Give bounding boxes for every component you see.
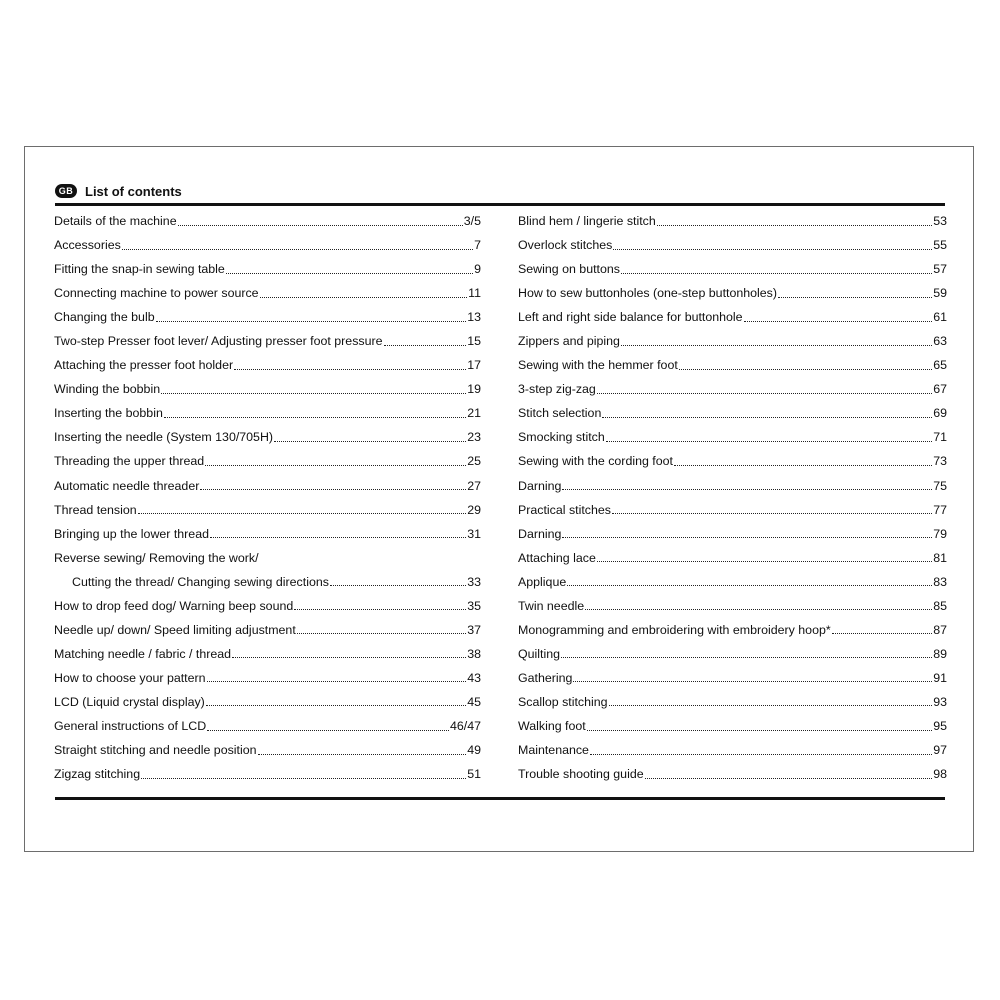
toc-entry-page-number: 93: [933, 694, 947, 709]
toc-entry-label: Darning: [518, 478, 562, 493]
toc-dot-leader: [778, 297, 932, 298]
language-badge-icon: GB: [55, 184, 77, 198]
toc-entry-label: Fitting the snap-in sewing table: [54, 262, 225, 277]
toc-entry[interactable]: [518, 690, 947, 714]
toc-entry[interactable]: [518, 738, 947, 762]
toc-dot-leader: [260, 297, 468, 298]
toc-entry[interactable]: [518, 666, 947, 690]
toc-dot-leader: [585, 609, 932, 610]
toc-dot-leader: [657, 225, 932, 226]
toc-dot-leader: [210, 537, 466, 538]
toc-entry-page-number: 75: [933, 478, 947, 493]
toc-entry-label: Thread tension: [54, 502, 137, 517]
toc-entry-page-number: 73: [933, 454, 947, 469]
toc-entry-page-number: 13: [467, 310, 481, 325]
toc-dot-leader: [138, 513, 467, 514]
toc-entry[interactable]: [54, 353, 481, 377]
toc-entry-label: Attaching lace: [518, 550, 596, 565]
toc-entry-label: Two-step Presser foot lever/ Adjusting presser foot pressure: [54, 334, 383, 349]
toc-entry[interactable]: [54, 425, 481, 449]
toc-entry-page-number: 43: [467, 670, 481, 685]
toc-entry-page-number: 49: [467, 743, 481, 758]
toc-dot-leader: [232, 657, 466, 658]
toc-entry-page-number: 61: [933, 310, 947, 325]
manual-page: [24, 146, 974, 852]
toc-entry[interactable]: [54, 233, 481, 257]
toc-entry-page-number: 85: [933, 598, 947, 613]
toc-entry[interactable]: [518, 522, 947, 546]
toc-entry-page-number: 33: [467, 574, 481, 589]
toc-dot-leader: [613, 249, 932, 250]
toc-entry-label: Details of the machine: [54, 214, 177, 229]
toc-entry-page-number: 25: [467, 454, 481, 469]
toc-entry-page-number: 81: [933, 550, 947, 565]
toc-dot-leader: [330, 585, 466, 586]
toc-entry-label: Changing the bulb: [54, 310, 155, 325]
toc-entry[interactable]: [54, 257, 481, 281]
toc-entry-page-number: 95: [933, 719, 947, 733]
toc-entry-label: Blind hem / lingerie stitch: [518, 214, 656, 229]
toc-dot-leader: [602, 417, 932, 418]
toc-entry-page-number: 71: [933, 430, 947, 445]
toc-entry-label: Stitch selection: [518, 406, 602, 421]
toc-entry-label: How to sew buttonholes (one-step buttonholes): [518, 286, 777, 301]
toc-entry-page-number: 51: [467, 767, 481, 782]
toc-entry[interactable]: [54, 329, 481, 353]
toc-dot-leader: [161, 393, 466, 394]
toc-dot-leader: [621, 273, 932, 274]
toc-entry-page-number: 45: [467, 694, 481, 709]
toc-entry-page-number: 83: [933, 574, 947, 589]
toc-dot-leader: [621, 345, 932, 346]
toc-dot-leader: [609, 705, 933, 706]
toc-entry-label: Reverse sewing/ Removing the work/: [54, 550, 259, 565]
toc-dot-leader: [597, 561, 932, 562]
toc-entry-label: Left and right side balance for buttonhole: [518, 310, 743, 325]
toc-entry-page-number: 57: [933, 262, 947, 277]
toc-entry-label: Inserting the needle (System 130/705H): [54, 430, 274, 445]
toc-entry-label: 3-step zig-zag: [518, 382, 596, 397]
toc-dot-leader: [205, 465, 466, 466]
toc-entry[interactable]: [54, 618, 481, 642]
toc-entry[interactable]: [518, 329, 947, 353]
toc-entry-page-number: 67: [933, 382, 947, 397]
toc-entry-page-number: 53: [933, 214, 947, 229]
toc-entry-page-number: 7: [474, 238, 481, 253]
toc-entry[interactable]: [518, 209, 947, 233]
toc-entry-page-number: 55: [933, 238, 947, 253]
toc-entry[interactable]: [518, 474, 947, 498]
toc-dot-leader: [744, 321, 933, 322]
toc-dot-leader: [234, 369, 466, 370]
toc-entry-label: Monogramming and embroidering with embroidery hoop*: [518, 622, 831, 637]
toc-dot-leader: [561, 657, 932, 658]
toc-entry-page-number: 79: [933, 526, 947, 541]
toc-entry[interactable]: [518, 618, 947, 642]
toc-dot-leader: [612, 513, 932, 514]
toc-entry[interactable]: [518, 353, 947, 377]
toc-entry-page-number: 3/5: [463, 214, 481, 229]
toc-dot-leader: [141, 778, 466, 779]
toc-entry-label: How to drop feed dog/ Warning beep sound: [54, 598, 294, 613]
toc-column-left: [54, 209, 481, 786]
toc-entry-page-number: 15: [467, 334, 481, 349]
toc-entry-page-number: 11: [468, 286, 481, 301]
toc-entry-label: Darning: [518, 526, 562, 541]
toc-entry-label: Gathering: [518, 670, 573, 685]
toc-entry-label: Zippers and piping: [518, 334, 620, 349]
toc-entry[interactable]: [518, 594, 947, 618]
toc-dot-leader: [679, 369, 932, 370]
toc-entry-page-number: 89: [933, 646, 947, 661]
toc-entry-page-number: 31: [467, 526, 481, 541]
toc-dot-leader: [832, 633, 933, 634]
toc-dot-leader: [294, 609, 466, 610]
toc-dot-leader: [597, 393, 932, 394]
toc-entry-label: Walking foot: [518, 719, 586, 733]
toc-dot-leader: [567, 585, 932, 586]
toc-dot-leader: [226, 273, 473, 274]
toc-entry[interactable]: [54, 401, 481, 425]
toc-entry-page-number: 87: [933, 622, 947, 637]
toc-entry[interactable]: [54, 570, 481, 594]
toc-entry-label: Maintenance: [518, 743, 589, 758]
toc-entry[interactable]: [54, 281, 481, 305]
toc-entry-page-number: 59: [933, 286, 947, 301]
toc-entry-label: Winding the bobbin: [54, 382, 161, 397]
toc-entry-page-number: 38: [467, 646, 481, 661]
toc-entry[interactable]: [518, 377, 947, 401]
toc-entry[interactable]: [518, 305, 947, 329]
toc-entry-page-number: 63: [933, 334, 947, 349]
toc-entry-page-number: 98: [933, 767, 947, 782]
toc-entry[interactable]: [518, 498, 947, 522]
toc-dot-leader: [207, 681, 467, 682]
toc-entry-page-number: 17: [467, 358, 481, 373]
toc-entry-page-number: 29: [467, 502, 481, 517]
toc-dot-leader: [674, 465, 932, 466]
toc-entry-page-number: 37: [467, 622, 481, 637]
toc-dot-leader: [200, 489, 466, 490]
toc-entry[interactable]: [518, 714, 947, 738]
toc-entry-label: LCD (Liquid crystal display): [54, 694, 205, 709]
toc-entry[interactable]: [518, 449, 947, 473]
toc-entry[interactable]: [518, 570, 947, 594]
toc-entry-label: Sewing with the cording foot: [518, 454, 673, 469]
toc-column-right: [518, 209, 947, 786]
toc-entry[interactable]: [54, 642, 481, 666]
toc-dot-leader: [590, 754, 932, 755]
toc-entry-label: How to choose your pattern: [54, 670, 206, 685]
toc-entry-label: Sewing on buttons: [518, 262, 620, 277]
toc-entry-label: Connecting machine to power source: [54, 286, 259, 301]
toc-entry[interactable]: [54, 690, 481, 714]
toc-entry-page-number: 19: [467, 382, 481, 397]
toc-entry[interactable]: [518, 257, 947, 281]
toc-entry-label: Needle up/ down/ Speed limiting adjustment: [54, 622, 296, 637]
toc-entry-label: Sewing with the hemmer foot: [518, 358, 678, 373]
toc-entry[interactable]: [54, 714, 481, 738]
toc-entry-page-number: 77: [933, 502, 947, 517]
toc-header: [55, 181, 945, 206]
toc-entry[interactable]: [518, 401, 947, 425]
bottom-rule: [55, 797, 945, 800]
toc-entry-label: Threading the upper thread: [54, 454, 205, 469]
toc-entry-page-number: 65: [933, 358, 947, 373]
toc-entry-label: Attaching the presser foot holder: [54, 358, 234, 373]
toc-entry-label: Automatic needle threader: [54, 478, 200, 493]
toc-dot-leader: [562, 537, 932, 538]
toc-dot-leader: [274, 441, 466, 442]
toc-dot-leader: [645, 778, 933, 779]
toc-entry[interactable]: [54, 498, 481, 522]
toc-dot-leader: [206, 705, 466, 706]
toc-entry[interactable]: [54, 738, 481, 762]
toc-entry-page-number: 91: [933, 670, 947, 685]
toc-dot-leader: [156, 321, 467, 322]
toc-entry[interactable]: [518, 762, 947, 786]
toc-dot-leader: [297, 633, 466, 634]
toc-dot-leader: [122, 249, 473, 250]
toc-entry-page-number: 27: [467, 478, 481, 493]
toc-entry-page-number: 69: [933, 406, 947, 421]
toc-entry[interactable]: [54, 449, 481, 473]
toc-entry[interactable]: [54, 762, 481, 786]
toc-entry[interactable]: [54, 666, 481, 690]
toc-entry-label: Straight stitching and needle position: [54, 743, 257, 758]
toc-entry-page-number: 21: [467, 406, 481, 421]
toc-entry-label: Zigzag stitching: [54, 767, 141, 782]
toc-entry[interactable]: [518, 425, 947, 449]
toc-dot-leader: [178, 225, 463, 226]
toc-entry[interactable]: [518, 546, 947, 570]
toc-entry-page-number: 35: [467, 598, 481, 613]
toc-entry-label: Bringing up the lower thread: [54, 526, 209, 541]
toc-entry-label: Practical stitches: [518, 502, 611, 517]
toc-entry[interactable]: [54, 377, 481, 401]
toc-entry-label: Quilting: [518, 646, 561, 661]
toc-entry-label: Inserting the bobbin: [54, 406, 163, 421]
toc-entry-page-number: 23: [467, 430, 481, 445]
toc-dot-leader: [258, 754, 467, 755]
toc-entry-label: Scallop stitching: [518, 694, 608, 709]
toc-dot-leader: [384, 345, 467, 346]
toc-entry-label: Applique: [518, 574, 567, 589]
toc-entry-label: Matching needle / fabric / thread: [54, 646, 232, 661]
toc-entry[interactable]: [518, 233, 947, 257]
toc-dot-leader: [587, 730, 932, 731]
toc-dot-leader: [207, 730, 449, 731]
toc-entry[interactable]: [54, 305, 481, 329]
toc-entry-label: Trouble shooting guide: [518, 767, 644, 782]
toc-dot-leader: [573, 681, 932, 682]
toc-entry-label: Twin needle: [518, 598, 585, 613]
toc-entry-page-number: 97: [933, 743, 947, 758]
toc-entry-page-number: 46/47: [449, 719, 481, 733]
toc-entry-label: Overlock stitches: [518, 238, 613, 253]
toc-entry[interactable]: [54, 546, 481, 570]
toc-entry-label: Smocking stitch: [518, 430, 605, 445]
toc-dot-leader: [562, 489, 932, 490]
toc-entry-page-number: 9: [474, 262, 481, 277]
page-title: List of contents: [85, 184, 182, 199]
toc-entry-label: Accessories: [54, 238, 121, 253]
toc-entry[interactable]: [518, 281, 947, 305]
toc-dot-leader: [164, 417, 466, 418]
toc-entry[interactable]: [54, 522, 481, 546]
toc-dot-leader: [606, 441, 932, 442]
toc-entry-label: Cutting the thread/ Changing sewing directions: [72, 574, 329, 589]
toc-entry-label: General instructions of LCD: [54, 719, 207, 733]
toc-entry[interactable]: [518, 642, 947, 666]
toc-entry[interactable]: [54, 474, 481, 498]
toc-entry[interactable]: [54, 594, 481, 618]
toc-entry[interactable]: [54, 209, 481, 233]
